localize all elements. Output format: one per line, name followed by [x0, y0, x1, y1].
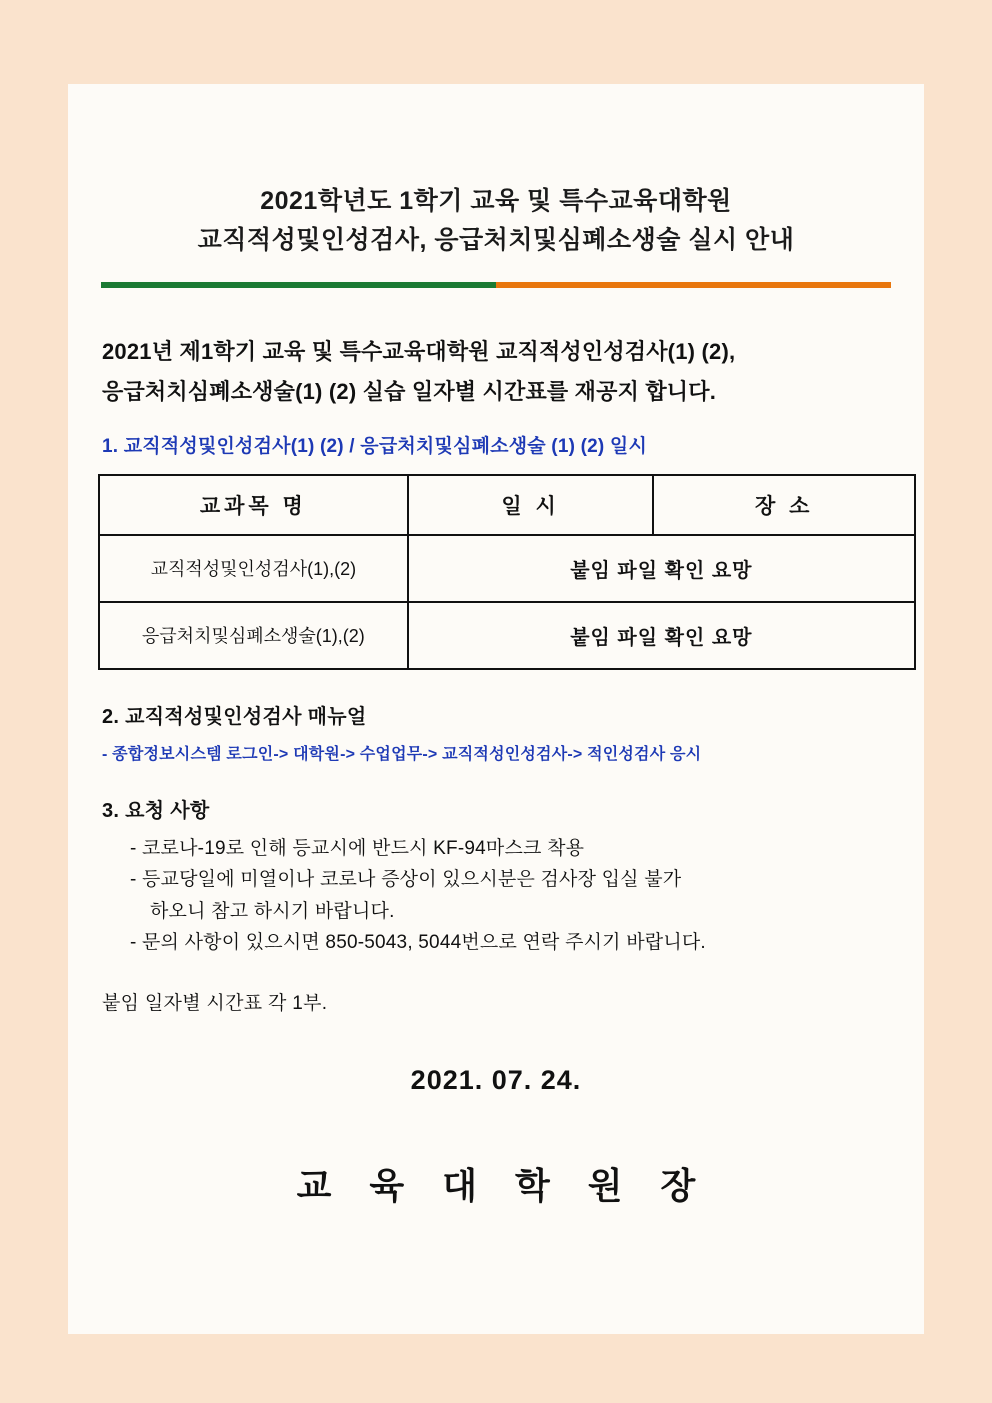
divider-right-segment	[496, 282, 891, 288]
lead-line-2: 응급처치심폐소생술(1) (2) 실습 일자별 시간표를 재공지 합니다.	[102, 379, 717, 405]
table-header-subject: 교과목 명	[99, 475, 408, 535]
document-signature: 교 육 대 학 원 장	[296, 1165, 710, 1207]
section-1-heading: 1. 교직적성및인성검사(1) (2) / 응급처치및심폐소생술 (1) (2) 일시	[102, 435, 647, 457]
list-item	[130, 833, 894, 864]
table-cell-subject: 응급처치및심폐소생술(1),(2)	[99, 602, 408, 669]
schedule-table	[98, 474, 916, 670]
document-date: 2021. 07. 24.	[410, 1065, 582, 1096]
attachment-note: 붙임 일자별 시간표 각 1부.	[102, 993, 328, 1015]
table-row	[99, 602, 915, 669]
table-cell-note: 붙임 파일 확인 요망	[408, 602, 915, 669]
list-item	[130, 864, 894, 927]
table-row	[99, 535, 915, 602]
document-body	[68, 84, 924, 1209]
table-header-place: 장 소	[653, 475, 915, 535]
list-item-continuation: 하오니 참고 하시기 바랍니다.	[150, 900, 395, 922]
section-2-path: - 종합정보시스템 로그인-> 대학원-> 수업업무-> 교직적성인성검사-> 적인성검사 응시	[102, 745, 702, 763]
section-2-heading: 2. 교직적성및인성검사 매뉴얼	[102, 705, 367, 728]
title-line-1: 2021학년도 1학기 교육 및 특수교육대학원	[260, 187, 732, 215]
list-item-text: - 문의 사항이 있으시면 850-5043, 5044번으로 연락 주시기 바랍니다.	[130, 931, 706, 953]
divider-left-segment	[101, 282, 496, 288]
lead-paragraph	[98, 332, 894, 413]
list-item-text: - 등교당일에 미열이나 코로나 증상이 있으시분은 검사장 입실 불가	[130, 869, 682, 891]
list-item	[130, 927, 894, 958]
table-cell-note: 붙임 파일 확인 요망	[408, 535, 915, 602]
table-header-datetime: 일 시	[408, 475, 654, 535]
request-list	[98, 833, 894, 958]
title-divider	[101, 282, 891, 288]
document-page	[68, 84, 924, 1334]
document-title	[98, 84, 894, 260]
table-header-row	[99, 475, 915, 535]
lead-line-1: 2021년 제1학기 교육 및 특수교육대학원 교직적성인성검사(1) (2),	[102, 338, 736, 364]
section-3-heading: 3. 요청 사항	[102, 799, 210, 822]
title-line-2: 교직적성및인성검사, 응급처치및심폐소생술 실시 안내	[197, 225, 795, 254]
list-item-text: - 코로나-19로 인해 등교시에 반드시 KF-94마스크 착용	[130, 837, 585, 859]
table-cell-subject: 교직적성및인성검사(1),(2)	[99, 535, 408, 602]
